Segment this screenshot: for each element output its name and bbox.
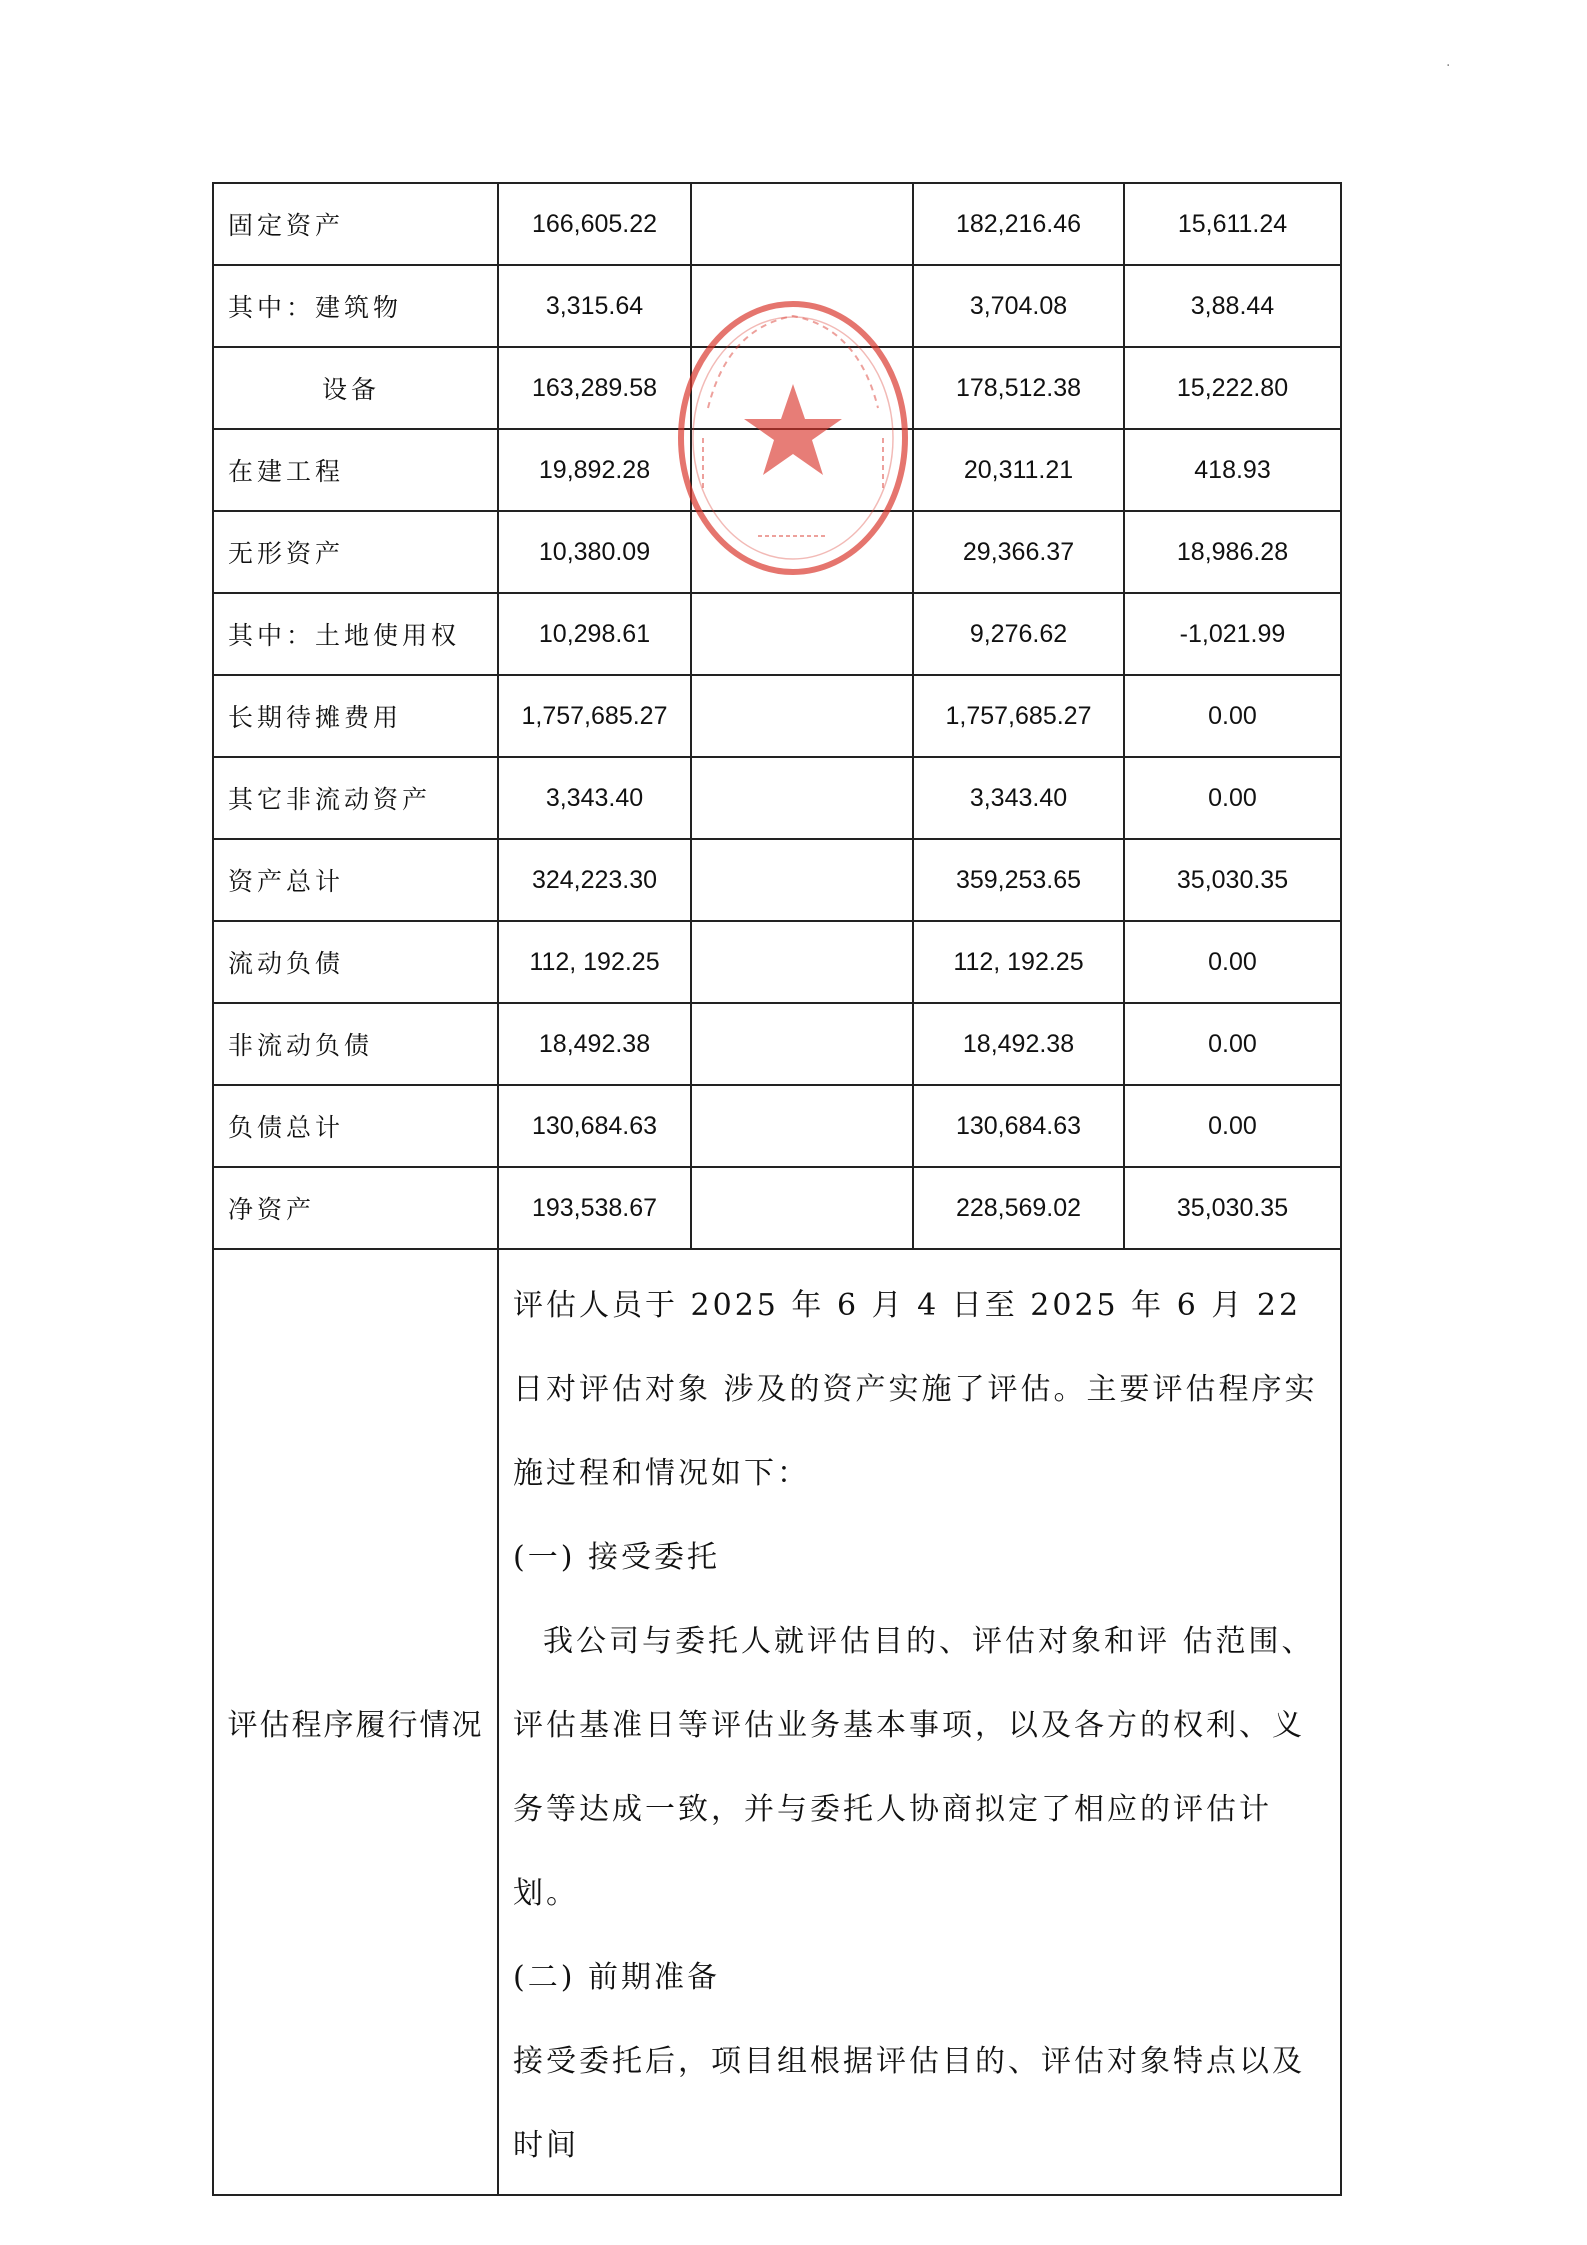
row-label: 长期待摊费用	[213, 675, 498, 757]
book-value: 3,315.64	[498, 265, 691, 347]
table-row	[213, 1167, 1341, 1249]
appraised-value: 29,366.37	[913, 511, 1124, 593]
appraised-value: 359,253.65	[913, 839, 1124, 921]
table-row	[213, 429, 1341, 511]
book-value: 10,380.09	[498, 511, 691, 593]
procedure-label: 评估程序履行情况	[213, 1249, 498, 2195]
blank-cell	[691, 1167, 913, 1249]
table-row	[213, 839, 1341, 921]
blank-cell	[691, 1085, 913, 1167]
blank-cell	[691, 429, 913, 511]
blank-cell	[691, 1003, 913, 1085]
procedure-heading-accept: (一) 接受委托	[513, 1540, 720, 1575]
blank-cell	[691, 511, 913, 593]
row-label: 其中：土地使用权	[213, 593, 498, 675]
change-value: 35,030.35	[1124, 1167, 1341, 1249]
row-label: 设备	[213, 347, 498, 429]
book-value: 112, 192.25	[498, 921, 691, 1003]
change-value: 18,986.28	[1124, 511, 1341, 593]
change-value: 15,611.24	[1124, 183, 1341, 265]
row-label: 流动负债	[213, 921, 498, 1003]
row-label: 非流动负债	[213, 1003, 498, 1085]
change-value: 418.93	[1124, 429, 1341, 511]
table-row	[213, 511, 1341, 593]
appraised-value: 182,216.46	[913, 183, 1124, 265]
procedure-body	[498, 1249, 1341, 2195]
blank-cell	[691, 183, 913, 265]
blank-cell	[691, 675, 913, 757]
change-value: 35,030.35	[1124, 839, 1341, 921]
table-row	[213, 757, 1341, 839]
blank-cell	[691, 265, 913, 347]
book-value: 1,757,685.27	[498, 675, 691, 757]
row-label: 其它非流动资产	[213, 757, 498, 839]
blank-cell	[691, 347, 913, 429]
scan-mark: ·	[1446, 58, 1451, 74]
table-row	[213, 347, 1341, 429]
change-value: 0.00	[1124, 921, 1341, 1003]
row-label: 负债总计	[213, 1085, 498, 1167]
table-row	[213, 921, 1341, 1003]
appraised-value: 178,512.38	[913, 347, 1124, 429]
change-value: -1,021.99	[1124, 593, 1341, 675]
book-value: 324,223.30	[498, 839, 691, 921]
row-label: 固定资产	[213, 183, 498, 265]
book-value: 193,538.67	[498, 1167, 691, 1249]
blank-cell	[691, 921, 913, 1003]
book-value: 3,343.40	[498, 757, 691, 839]
procedure-paragraph: 接受委托后，项目组根据评估目的、评估对象特点以及时间	[513, 2044, 1305, 2163]
book-value: 18,492.38	[498, 1003, 691, 1085]
appraised-value: 3,343.40	[913, 757, 1124, 839]
blank-cell	[691, 757, 913, 839]
change-value: 15,222.80	[1124, 347, 1341, 429]
row-label: 其中：建筑物	[213, 265, 498, 347]
procedure-row	[213, 1249, 1341, 2195]
change-value: 0.00	[1124, 675, 1341, 757]
table-row	[213, 265, 1341, 347]
appraised-value: 1,757,685.27	[913, 675, 1124, 757]
appraised-value: 112, 192.25	[913, 921, 1124, 1003]
appraised-value: 9,276.62	[913, 593, 1124, 675]
table-row	[213, 183, 1341, 265]
row-label: 在建工程	[213, 429, 498, 511]
book-value: 10,298.61	[498, 593, 691, 675]
procedure-heading-prep: (二) 前期准备	[513, 1960, 720, 1995]
row-label: 资产总计	[213, 839, 498, 921]
change-value: 0.00	[1124, 1003, 1341, 1085]
blank-cell	[691, 839, 913, 921]
change-value: 3,88.44	[1124, 265, 1341, 347]
appraised-value: 228,569.02	[913, 1167, 1124, 1249]
blank-cell	[691, 593, 913, 675]
table-row	[213, 675, 1341, 757]
appraised-value: 130,684.63	[913, 1085, 1124, 1167]
book-value: 166,605.22	[498, 183, 691, 265]
table-row	[213, 1003, 1341, 1085]
table-row	[213, 1085, 1341, 1167]
row-label: 净资产	[213, 1167, 498, 1249]
change-value: 0.00	[1124, 1085, 1341, 1167]
appraised-value: 18,492.38	[913, 1003, 1124, 1085]
change-value: 0.00	[1124, 757, 1341, 839]
book-value: 163,289.58	[498, 347, 691, 429]
table-row	[213, 593, 1341, 675]
book-value: 19,892.28	[498, 429, 691, 511]
appraised-value: 20,311.21	[913, 429, 1124, 511]
book-value: 130,684.63	[498, 1085, 691, 1167]
appraised-value: 3,704.08	[913, 265, 1124, 347]
procedure-paragraph: 评估人员于 2025 年 6 月 4 日至 2025 年 6 月 22 日对评估对象 涉及的资产实施了评估。主要评估程序实施过程和情况如下：	[513, 1288, 1318, 1491]
procedure-paragraph: 我公司与委托人就评估目的、评估对象和评 估范围、评估基准日等评估业务基本事项，以及各方的权利、义务等达成一致，并与委托人协商拟定了相应的评估计划。	[513, 1624, 1315, 1911]
row-label: 无形资产	[213, 511, 498, 593]
asset-evaluation-table	[212, 182, 1342, 2196]
